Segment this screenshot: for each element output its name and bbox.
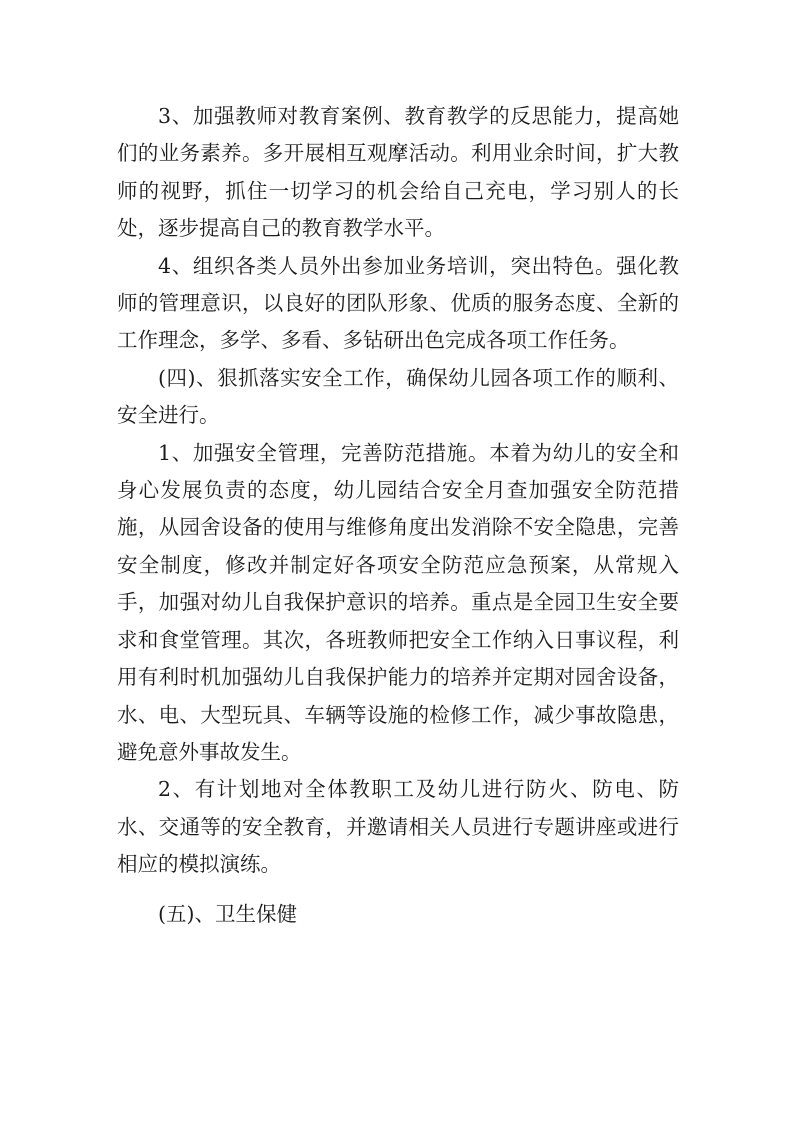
paragraph-item-3: 3、加强教师对教育案例、教育教学的反思能力，提高她们的业务素养。多开展相互观摩活动。利用业余时间，扩大教师的视野，抓住一切学习的机会给自己充电，学习别人的长处，逐步提高自己的教育教学水平。: [117, 104, 679, 241]
section-heading-health: (五)、卫生保健: [158, 901, 297, 926]
paragraph-safety-item-2: 2、有计划地对全体教职工及幼儿进行防火、防电、防水、交通等的安全教育，并邀请相关人员进行专题讲座或进行相应的模拟演练。: [117, 777, 679, 877]
paragraph-safety-item-1: 1、加强安全管理，完善防范措施。本着为幼儿的安全和身心发展负责的态度，幼儿园结合安全月查加强安全防范措施，从园舍设备的使用与维修角度出发消除不安全隐患，完善安全制度，修改并制定好各项安全防范应急预案，从常规入手，加强对幼儿自我保护意识的培养。重点是全园卫生安全要求和食堂管理。其次，各班教师把安全工作纳入日事议程，利用有利时机加强幼儿自我保护能力的培养并定期对园舍设备，水、电、大型玩具、车辆等设施的检修工作，减少事故隐患，避免意外事故发生。: [117, 440, 679, 764]
document-body: [117, 98, 679, 933]
paragraph-item-4: 4、组织各类人员外出参加业务培训，突出特色。强化教师的管理意识，以良好的团队形象、优质的服务态度、全新的工作理念，多学、多看、多钻研出色完成各项工作任务。: [117, 253, 679, 353]
section-heading-safety: (四)、狠抓落实安全工作，确保幼儿园各项工作的顺利、安全进行。: [117, 365, 679, 428]
